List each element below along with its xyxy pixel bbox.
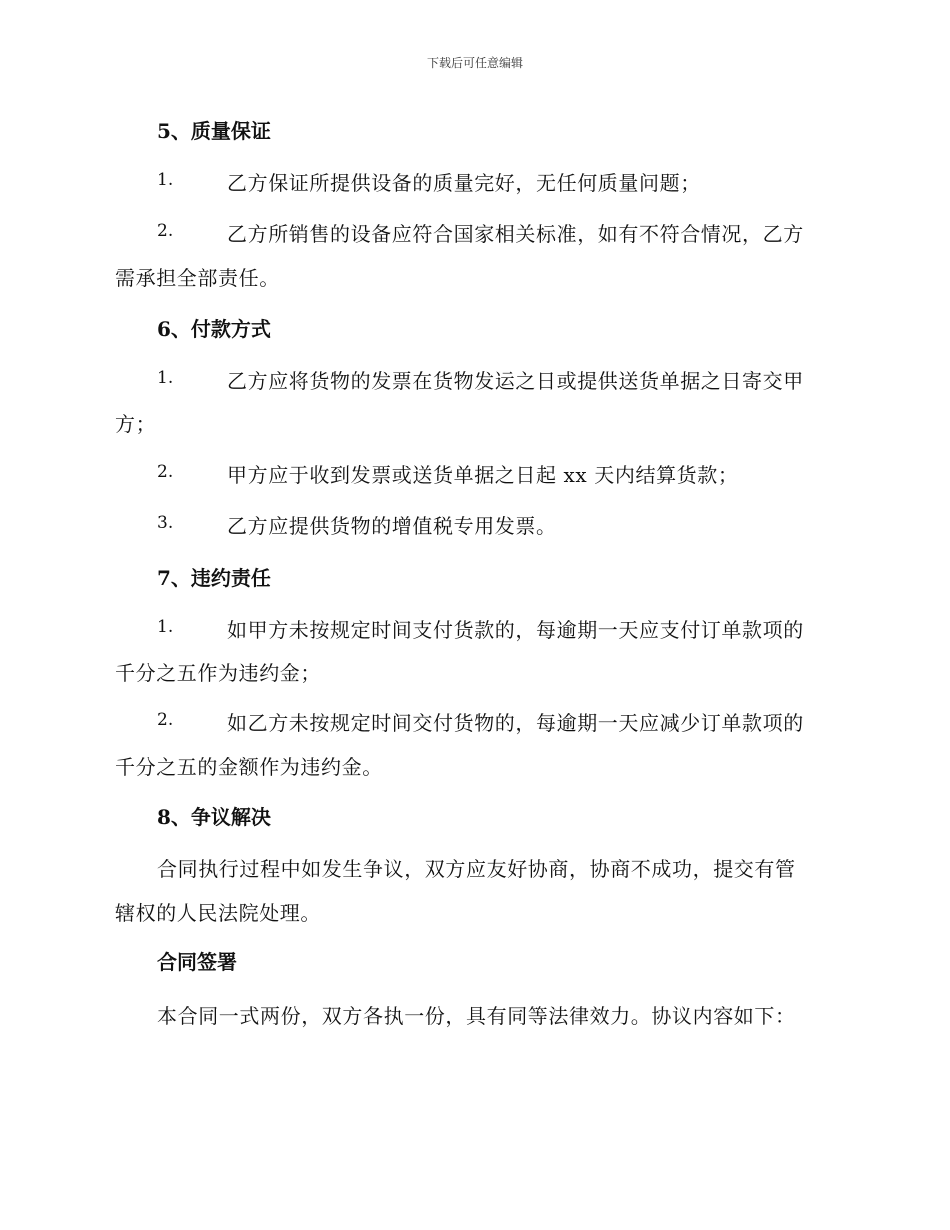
section-8-heading: 8、争议解决 [157,805,271,829]
signing-paragraph: 本合同一式两份，双方各执一份，具有同等法律效力。协议内容如下： [157,1004,796,1028]
section-5-heading: 5、质量保证 [157,119,271,143]
section-6-item-1-text: 乙方应将货物的发票在货物发运之日或提供送货单据之日寄交甲 [227,369,804,393]
section-6-item-3-number: 3. [157,513,174,533]
section-7-item-1-text: 如甲方未按规定时间支付货款的，每逾期一天应支付订单款项的 [227,618,804,642]
section-5-item-1-number: 1. [157,170,174,190]
section-7-heading: 7、违约责任 [157,566,271,590]
page-header: 下载后可任意编辑 [426,56,523,70]
section-8-paragraph: 合同执行过程中如发生争议，双方应友好协商，协商不成功，提交有管 [157,857,796,881]
section-6-item-1-number: 1. [157,368,174,388]
section-7-item-1-text-cont: 千分之五作为违约金； [115,661,321,685]
section-6-item-1-text-cont: 方； [115,412,157,436]
section-5-item-2-text: 乙方所销售的设备应符合国家相关标准，如有不符合情况，乙方 [227,222,804,246]
section-6-item-2-number: 2. [157,462,174,482]
section-7-item-2-text: 如乙方未按规定时间交付货物的，每逾期一天应减少订单款项的 [227,711,804,735]
signing-heading: 合同签署 [157,950,237,974]
section-6-heading: 6、付款方式 [157,317,271,341]
section-8-paragraph-cont: 辖权的人民法院处理。 [115,901,321,925]
section-5-item-2-text-cont: 需承担全部责任。 [115,266,280,290]
section-5-item-2-number: 2. [157,221,174,241]
section-6-item-3-text: 乙方应提供货物的增值税专用发票。 [227,514,557,538]
section-7-item-2-text-cont: 千分之五的金额作为违约金。 [115,755,383,779]
section-7-item-2-number: 2. [157,710,174,730]
section-6-item-2-text: 甲方应于收到发票或送货单据之日起 xx 天内结算货款； [227,463,739,487]
section-7-item-1-number: 1. [157,617,174,637]
section-5-item-1-text: 乙方保证所提供设备的质量完好，无任何质量问题； [227,171,701,195]
